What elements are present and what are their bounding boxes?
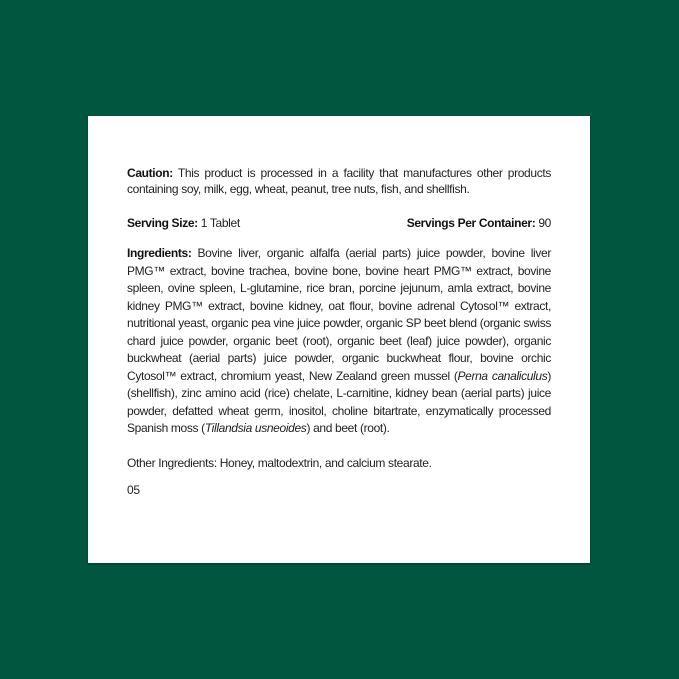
serving-size	[127, 215, 240, 231]
label-card	[88, 116, 590, 563]
caution-heading: Caution:	[127, 166, 173, 180]
caution-text: This product is processed in a facility that manufactures other products containing soy, milk, egg, wheat, peanut, tree nuts, fish, and shellfish.	[127, 166, 551, 196]
ingredients-species-2: Tillandsia usneoides	[204, 421, 307, 435]
ingredients-text-1: Bovine liver, organic alfalfa (aerial parts) juice powder, bovine liver PMG™ extract, bovine trachea, bovine bone, bovine heart PMG™ extract, bovine spleen, ovine spleen, L-glutamine, rice bran, porcine jejunum, amla extract, bovine kidney PMG™ extract, bovine kidney, oat flour, bovine adrenal Cytosol™ extract, nutritional yeast, organic pea vine juice powder, organic SP beet blend (organic swiss chard juice powder, organic beet (root), organic beet (leaf) juice powder), organic buckwheat (aerial parts) juice powder, organic buckwheat flour, bovine orchic Cytosol™ extract, chromium yeast, New Zealand green mussel (	[127, 246, 551, 383]
label-content	[88, 116, 590, 498]
ingredients-text-2: ) (shellfish), zinc amino acid (rice) chelate, L-carnitine, kidney bean (aerial parts) juice powder, defatted wheat germ, inositol, choline bitartrate, enzymatically processed Spanish moss (	[127, 368, 551, 435]
ingredients-text-3: ) and beet (root).	[306, 421, 390, 435]
ingredients-paragraph	[127, 245, 551, 438]
serving-row	[127, 215, 551, 231]
ingredients-species-1: Perna canaliculus	[457, 368, 548, 383]
servings-per-container-label: Servings Per Container:	[406, 216, 536, 230]
ingredients-heading: Ingredients:	[127, 246, 192, 260]
other-ingredients-line: Other Ingredients: Honey, maltodextrin, and calcium stearate.	[127, 455, 432, 470]
lot-code: 05	[127, 482, 140, 497]
caution-paragraph	[127, 165, 551, 197]
serving-size-label: Serving Size:	[127, 216, 198, 230]
servings-per-container-value: 90	[535, 216, 551, 230]
servings-per-container	[407, 215, 551, 231]
serving-size-value: 1 Tablet	[197, 216, 240, 230]
